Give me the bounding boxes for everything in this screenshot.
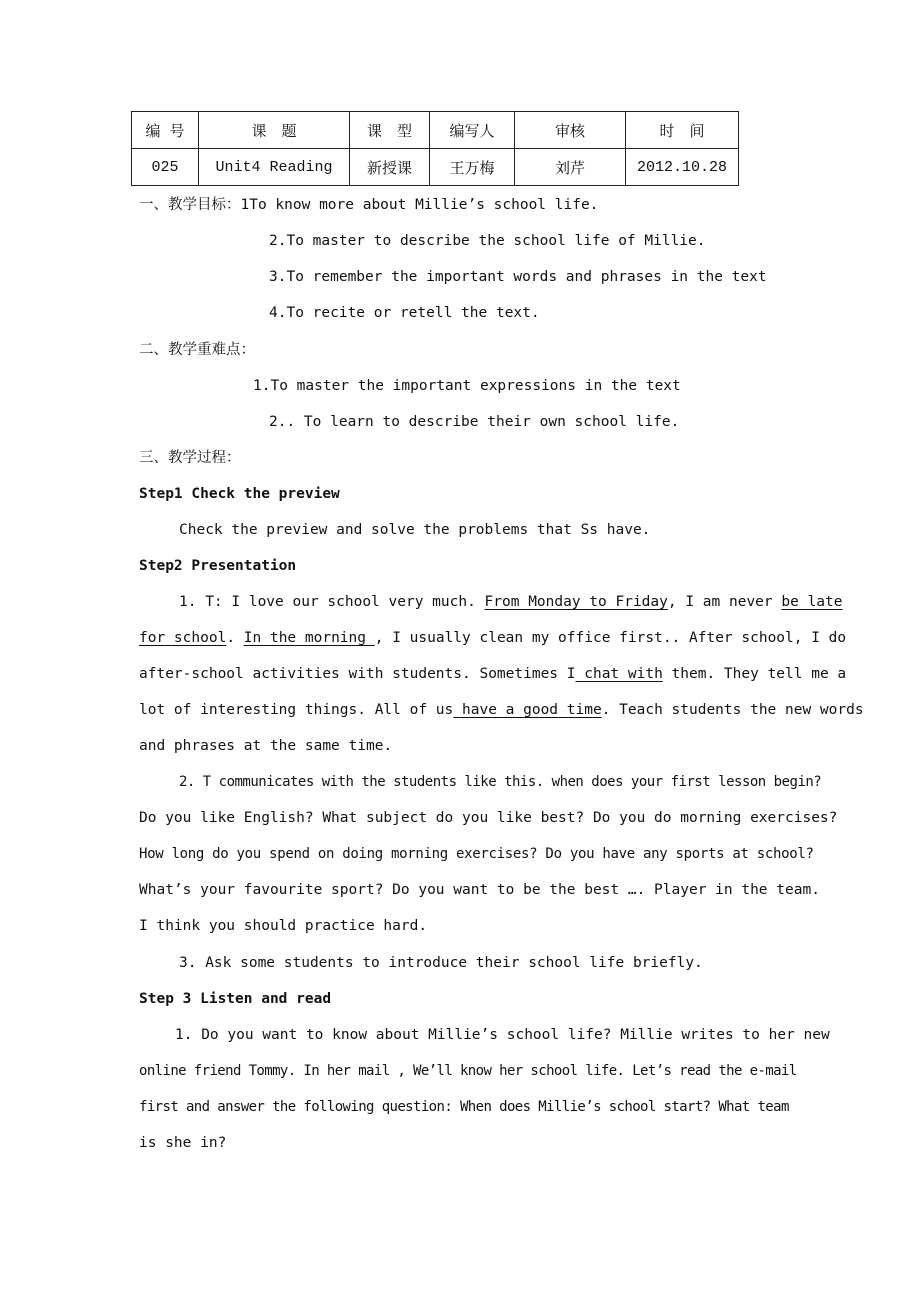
step2-p2-line-3: How long do you spend on doing morning exercises? Do you have any sports at school? xyxy=(139,846,814,862)
value-type: 新授课 xyxy=(350,149,430,186)
value-reviewer: 刘芹 xyxy=(515,149,626,186)
text-span: . xyxy=(226,630,244,646)
step2-p2-line-1: 2. T communicates with the students like this. when does your first lesson begin? xyxy=(179,774,822,790)
table-value-row xyxy=(132,149,739,186)
step2-p1-line-4 xyxy=(139,700,864,720)
step2-p1-line-5: and phrases at the same time. xyxy=(139,738,393,754)
header-date: 时 间 xyxy=(626,112,739,149)
step3-line-2: online friend Tommy. In her mail , We’ll know her school life. Let’s read the e-mail xyxy=(139,1063,797,1079)
underlined-phrase: for school xyxy=(139,630,227,646)
objectives-heading: 一、教学目标： xyxy=(139,197,241,213)
underlined-phrase: chat with xyxy=(575,666,663,682)
key-points-heading: 二、教学重难点： xyxy=(139,342,255,358)
value-number: 025 xyxy=(132,149,199,186)
step3-line-1: 1. Do you want to know about Millie’s school life? Millie writes to her new xyxy=(175,1027,830,1043)
key-point-item-2: 2.. To learn to describe their own school life. xyxy=(269,414,680,430)
step1-title: Step1 Check the preview xyxy=(139,486,340,502)
key-point-item-1: 1.To master the important expressions in the text xyxy=(253,378,681,394)
step2-p1-line-1 xyxy=(179,592,843,612)
text-span: . Teach students the new words xyxy=(601,702,864,718)
value-topic: Unit4 Reading xyxy=(199,149,350,186)
step3-line-3: first and answer the following question: When does Millie’s school start? What team xyxy=(139,1099,789,1115)
step2-p2-line-5: I think you should practice hard. xyxy=(139,918,428,934)
process-heading: 三、教学过程： xyxy=(139,450,241,466)
header-topic: 课 题 xyxy=(199,112,350,149)
text-span: them. They tell me a xyxy=(662,666,847,682)
step2-p1-line-3 xyxy=(139,664,847,684)
step2-title: Step2 Presentation xyxy=(139,558,297,574)
step2-p3: 3. Ask some students to introduce their school life briefly. xyxy=(179,955,703,971)
objective-item-2: 2.To master to describe the school life of Millie. xyxy=(269,233,706,249)
underlined-phrase: From Monday to Friday xyxy=(484,594,668,610)
objective-item-4: 4.To recite or retell the text. xyxy=(269,305,540,321)
step1-text: Check the preview and solve the problems that Ss have. xyxy=(179,522,651,538)
text-span: , I am never xyxy=(667,594,782,610)
step3-line-4: is she in? xyxy=(139,1135,227,1151)
underlined-phrase: have a good time xyxy=(453,702,602,718)
value-date: 2012.10.28 xyxy=(626,149,739,186)
text-span: , I usually clean my office first.. After school, I do xyxy=(374,630,847,646)
lesson-info-table xyxy=(131,111,739,186)
underlined-phrase: be late xyxy=(781,594,843,610)
objective-item-1: 1To know more about Millie’s school life. xyxy=(240,197,599,213)
objectives-line-1 xyxy=(139,195,598,215)
text-span: 1. T: I love our school very much. xyxy=(179,594,485,610)
text-span: after-school activities with students. Sometimes I xyxy=(139,666,576,682)
underlined-phrase: In the morning xyxy=(243,630,375,646)
table-header-row xyxy=(132,112,739,149)
step2-p1-line-2 xyxy=(139,628,847,648)
objective-item-3: 3.To remember the important words and phrases in the text xyxy=(269,269,767,285)
text-span: lot of interesting things. All of us xyxy=(139,702,454,718)
step3-title: Step 3 Listen and read xyxy=(139,991,332,1007)
header-number: 编 号 xyxy=(132,112,199,149)
step2-p2-line-4: What’s your favourite sport? Do you want to be the best …. Player in the team. xyxy=(139,882,820,898)
header-type: 课 型 xyxy=(350,112,430,149)
step2-p2-line-2: Do you like English? What subject do you like best? Do you do morning exercises? xyxy=(139,810,838,826)
header-author: 编写人 xyxy=(430,112,515,149)
value-author: 王万梅 xyxy=(430,149,515,186)
header-reviewer: 审核 xyxy=(515,112,626,149)
